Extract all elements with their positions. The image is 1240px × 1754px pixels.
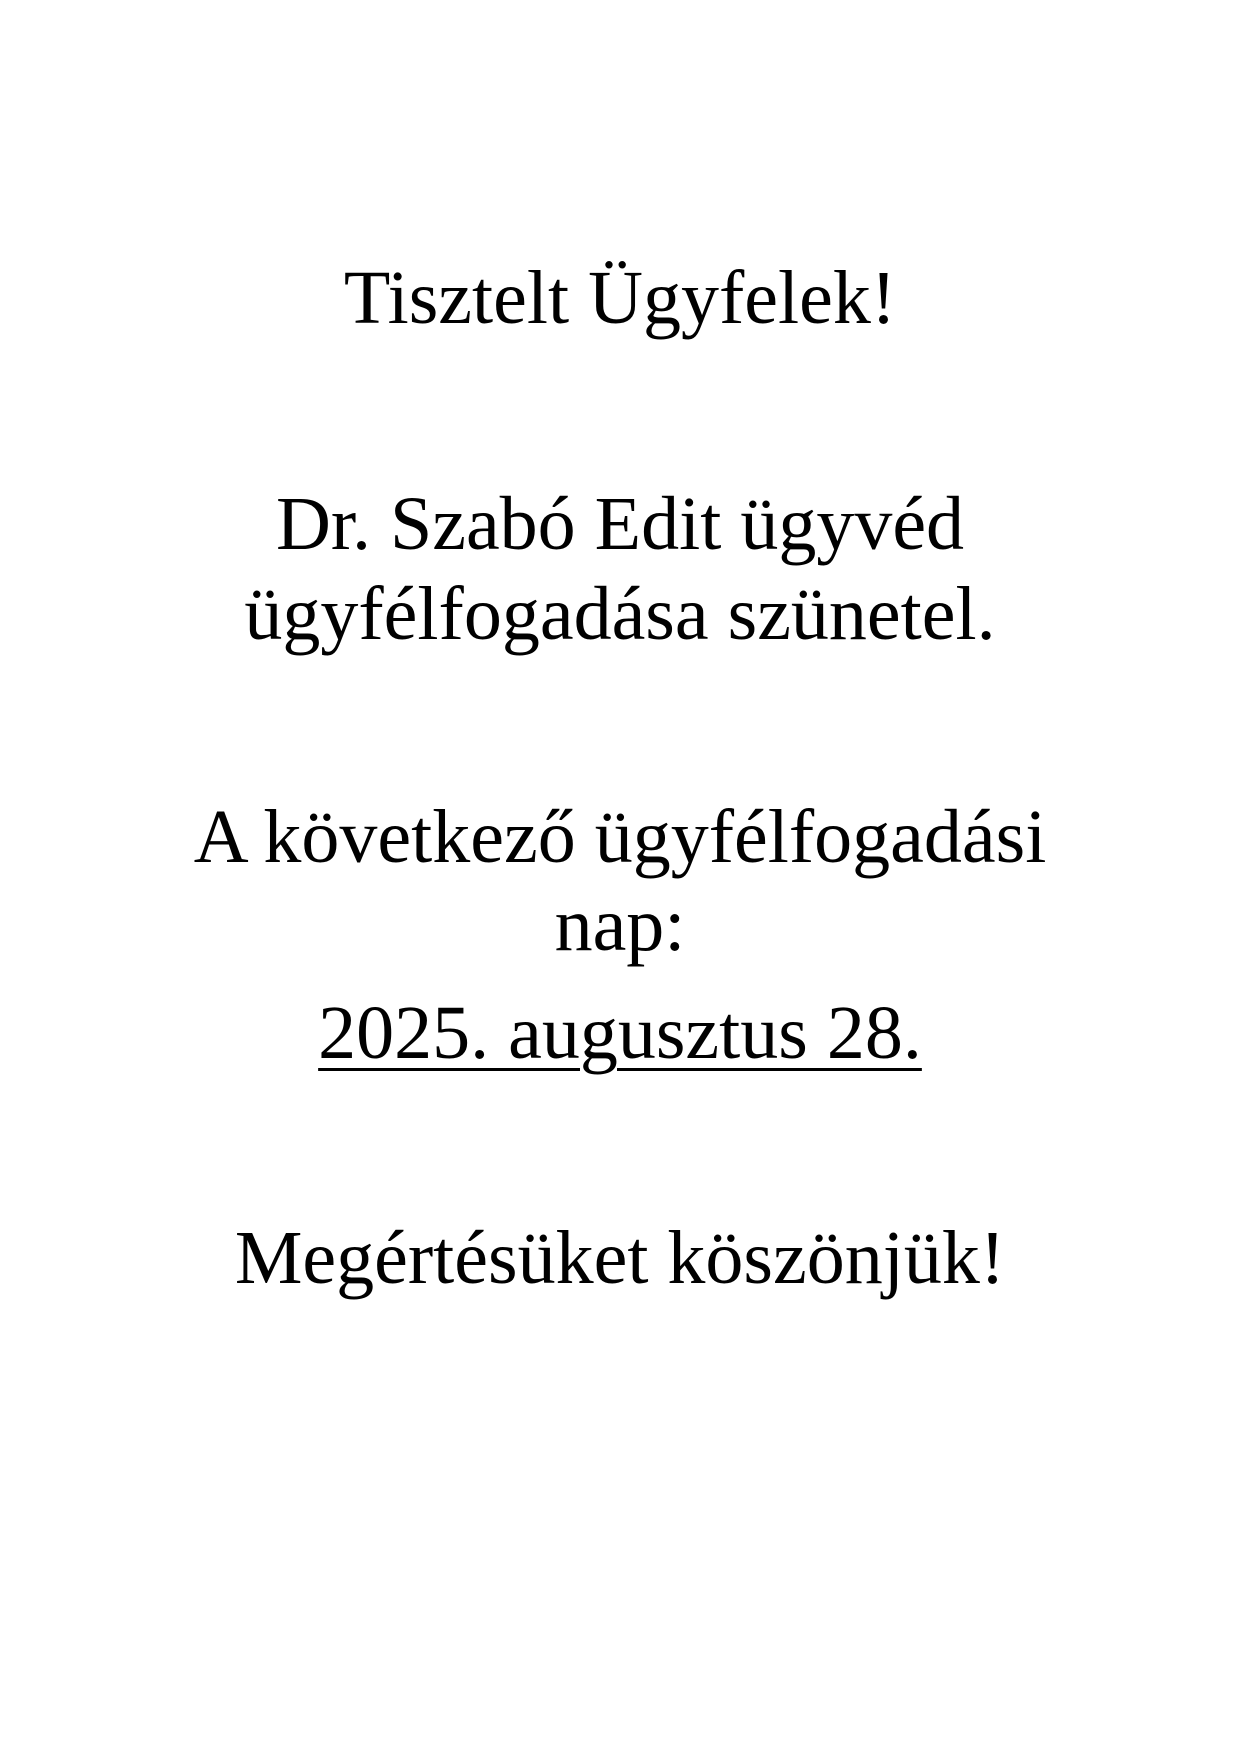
notice-message-line-1: Dr. Szabó Edit ügyvéd <box>275 482 965 566</box>
next-day-date: 2025. augusztus 28. <box>318 991 922 1075</box>
next-day-label-line-1: A következő ügyfélfogadási <box>193 795 1047 879</box>
next-day-label-line-2: nap: <box>554 883 686 967</box>
next-day-date-wrapper <box>0 988 1240 1078</box>
closing-thanks: Megértésüket köszönjük! <box>234 1216 1006 1300</box>
greeting-heading: Tisztelt Ügyfelek! <box>343 256 897 340</box>
notice-message-line-2: ügyfélfogadása szünetel. <box>244 572 996 656</box>
